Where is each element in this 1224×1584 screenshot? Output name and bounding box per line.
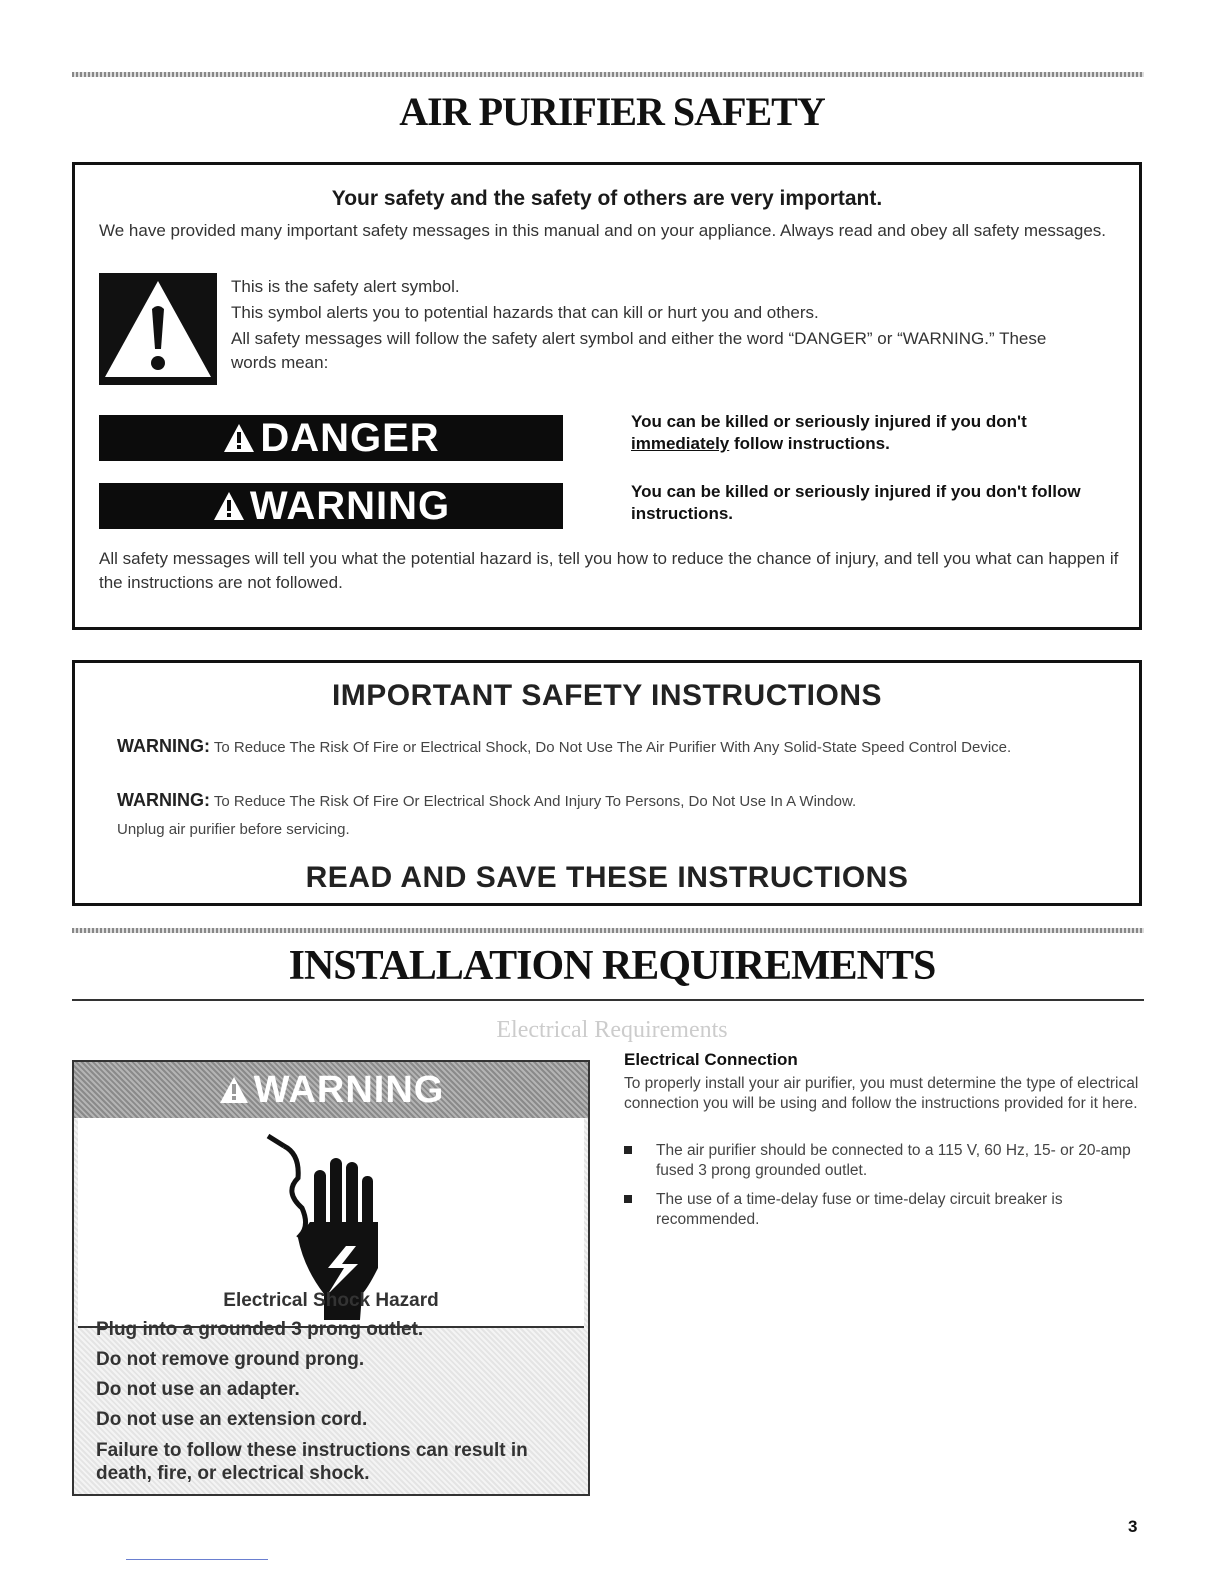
warning-line-text: To Reduce The Risk Of Fire or Electrical Shock, Do Not Use The Air Purifier With Any Solid-State Speed Control Device. — [210, 739, 1012, 756]
danger-text-part: follow instructions. — [729, 434, 890, 453]
warning-line-label: WARNING: — [117, 790, 210, 810]
safety-intro-box — [72, 162, 1142, 630]
warning-label: WARNING — [249, 483, 451, 528]
middle-dotted-rule — [72, 928, 1144, 933]
electrical-connection-heading: Electrical Connection — [624, 1050, 798, 1069]
section-title-installation: INSTALLATION REQUIREMENTS — [288, 943, 936, 989]
danger-signal-banner — [99, 415, 563, 461]
danger-meaning — [631, 411, 1121, 455]
safety-box-outro: All safety messages will tell you what the potential hazard is, tell you how to reduce the chance of injury, and tell you what can happen if the instructions are not followed. — [99, 549, 1119, 592]
warning-line-text: To Reduce The Risk Of Fire Or Electrical Shock And Injury To Persons, Do Not Use In A Window. — [210, 793, 857, 810]
important-safety-box — [72, 660, 1142, 906]
hazard-line-3: Do not use an adapter. — [96, 1379, 300, 1400]
hazard-title: Electrical Shock Hazard — [223, 1290, 439, 1311]
warning-signal-banner — [99, 483, 563, 529]
safety-box-intro: We have provided many important safety messages in this manual and on your appliance. Always read and obey all safety messages. — [99, 221, 1107, 240]
page-number: 3 — [1128, 1517, 1138, 1536]
warning-alert-icon — [218, 1075, 250, 1105]
warning-header-label: WARNING — [253, 1068, 445, 1111]
section-title-safety: AIR PURIFIER SAFETY — [399, 89, 825, 134]
subsection-title: Electrical Requirements — [496, 1017, 728, 1043]
safety-alert-symbol-icon — [99, 273, 217, 385]
safety-box-heading: Your safety and the safety of others are very important. — [331, 187, 883, 210]
alert-line-1: This is the safety alert symbol. — [231, 277, 460, 296]
warning-header — [74, 1062, 588, 1118]
hazard-line-4: Do not use an extension cord. — [96, 1409, 368, 1430]
warning-line-1 — [117, 735, 1117, 759]
danger-text-part: You can be killed or seriously injured if you don't — [631, 412, 1027, 431]
electrical-bullet-1: The air purifier should be connected to a 115 V, 60 Hz, 15- or 20-amp fused 3 prong grounded outlet. — [624, 1141, 1144, 1181]
safety-alert-explanation — [231, 275, 1091, 377]
danger-label: DANGER — [260, 415, 440, 460]
warning-alert-icon — [212, 490, 246, 522]
hazard-line-2: Do not remove ground prong. — [96, 1349, 365, 1370]
electrical-warning-box — [72, 1060, 590, 1496]
alert-line-2: This symbol alerts you to potential hazards that can kill or hurt you and others. — [231, 303, 819, 322]
warning-line-2 — [117, 789, 1117, 813]
top-dotted-rule — [72, 72, 1144, 77]
important-safety-title: IMPORTANT SAFETY INSTRUCTIONS — [331, 679, 883, 712]
warning-line-label: WARNING: — [117, 736, 210, 756]
hazard-line-5: Failure to follow these instructions can result in death, fire, or electrical shock. — [96, 1440, 528, 1484]
section-divider — [72, 999, 1144, 1001]
danger-text-emphasis: immediately — [631, 434, 730, 453]
hazard-line-1: Plug into a grounded 3 prong outlet. — [96, 1319, 424, 1340]
warning-meaning: You can be killed or seriously injured if you don't follow instructions. — [631, 482, 1081, 523]
danger-alert-icon — [222, 422, 256, 454]
footer-rule — [126, 1559, 268, 1560]
electrical-bullet-2: The use of a time-delay fuse or time-delay circuit breaker is recommended. — [624, 1190, 1144, 1230]
electrical-connection-intro: To properly install your air purifier, you must determine the type of electrical connection you will be using and follow the instructions provided for it here. — [624, 1075, 1139, 1112]
unplug-note: Unplug air purifier before servicing. — [117, 821, 350, 838]
read-save-footer: READ AND SAVE THESE INSTRUCTIONS — [305, 861, 909, 894]
alert-line-3: All safety messages will follow the safety alert symbol and either the word “DANGER” or “WARNING.” These words mean: — [231, 329, 1047, 372]
